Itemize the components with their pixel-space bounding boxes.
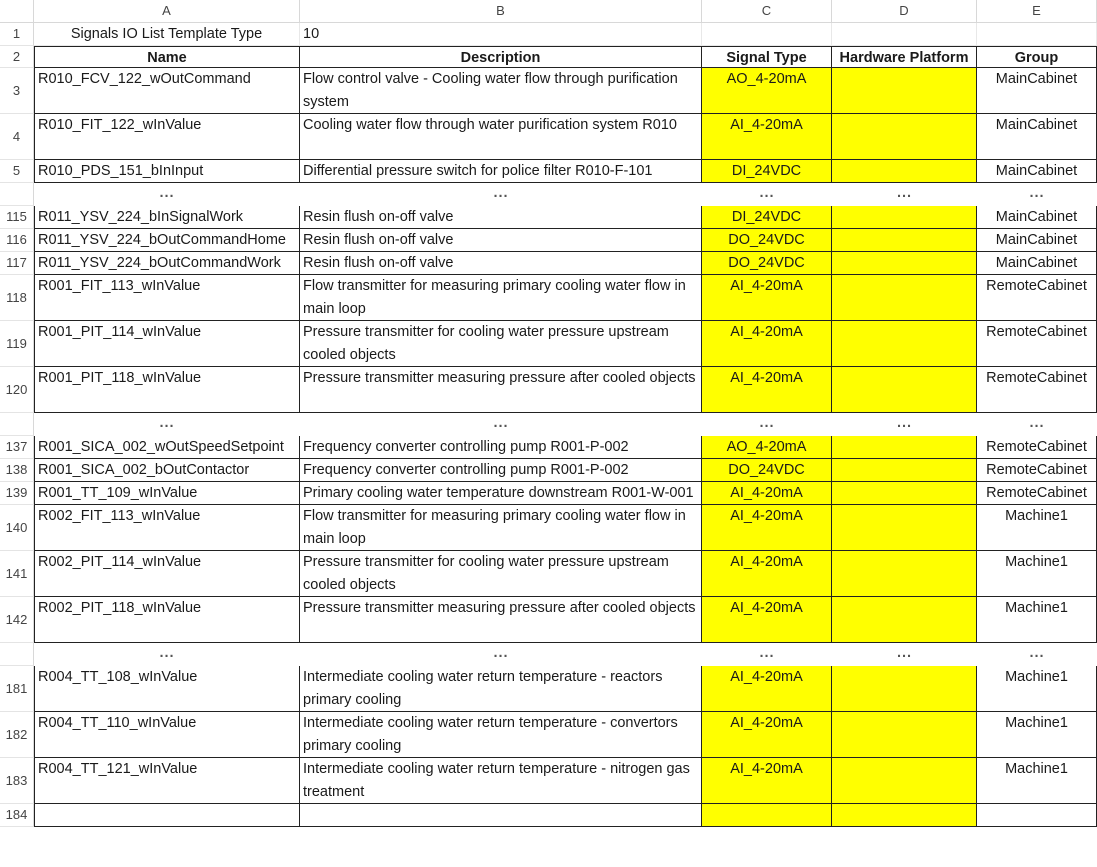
ellipsis-marker: ... <box>759 185 775 201</box>
row-header-gap <box>0 413 34 436</box>
signal-name-cell[interactable]: R001_FIT_113_wInValue <box>34 275 300 321</box>
hardware-platform-cell[interactable] <box>832 758 977 804</box>
row-header[interactable]: 115 <box>0 206 34 229</box>
group-cell[interactable]: MainCabinet <box>977 114 1097 160</box>
signal-name-cell[interactable]: R002_PIT_118_wInValue <box>34 597 300 643</box>
group-cell[interactable]: Machine1 <box>977 551 1097 597</box>
description-cell[interactable]: Differential pressure switch for police filter R010-F-101 <box>300 160 702 183</box>
ellipsis-marker: ... <box>896 185 913 201</box>
empty-description-cell[interactable] <box>300 804 702 827</box>
hardware-platform-cell[interactable] <box>832 551 977 597</box>
row-header[interactable]: 183 <box>0 758 34 804</box>
signal-type-cell[interactable]: AO_4-20mA <box>702 68 832 114</box>
signal-name-cell[interactable]: R001_PIT_114_wInValue <box>34 321 300 367</box>
description-cell[interactable]: Flow transmitter for measuring primary cooling water flow in main loop <box>300 275 702 321</box>
signal-name-cell[interactable]: R011_YSV_224_bOutCommandHome <box>34 229 300 252</box>
row-header[interactable]: 119 <box>0 321 34 367</box>
template-type-label[interactable]: Signals IO List Template Type <box>34 23 300 46</box>
row-header[interactable]: 5 <box>0 160 34 183</box>
group-cell[interactable]: RemoteCabinet <box>977 321 1097 367</box>
header-group[interactable]: Group <box>977 46 1097 68</box>
signal-type-cell[interactable]: DI_24VDC <box>702 206 832 229</box>
signal-name-cell[interactable]: R011_YSV_224_bInSignalWork <box>34 206 300 229</box>
description-cell[interactable]: Flow control valve - Cooling water flow through purification system <box>300 68 702 114</box>
hardware-platform-cell[interactable] <box>832 114 977 160</box>
signal-name-cell[interactable]: R010_FCV_122_wOutCommand <box>34 68 300 114</box>
description-cell[interactable]: Flow transmitter for measuring primary cooling water flow in main loop <box>300 505 702 551</box>
signal-type-cell[interactable]: DO_24VDC <box>702 229 832 252</box>
header-name[interactable]: Name <box>34 46 300 68</box>
row-header[interactable]: 4 <box>0 114 34 160</box>
ellipsis-marker: ... <box>493 185 509 201</box>
signal-type-cell[interactable]: DO_24VDC <box>702 459 832 482</box>
signal-type-cell[interactable]: AI_4-20mA <box>702 367 832 413</box>
description-cell[interactable]: Resin flush on-off valve <box>300 229 702 252</box>
row-header[interactable]: 2 <box>0 46 34 68</box>
row-header[interactable]: 139 <box>0 482 34 505</box>
signal-type-cell[interactable]: AI_4-20mA <box>702 482 832 505</box>
row-header[interactable]: 3 <box>0 68 34 114</box>
signal-type-cell[interactable]: AI_4-20mA <box>702 321 832 367</box>
signal-name-cell[interactable]: R004_TT_110_wInValue <box>34 712 300 758</box>
signal-name-cell[interactable]: R004_TT_121_wInValue <box>34 758 300 804</box>
description-cell[interactable]: Pressure transmitter for cooling water pressure upstream cooled objects <box>300 321 702 367</box>
signal-type-cell[interactable]: AI_4-20mA <box>702 275 832 321</box>
group-cell[interactable]: RemoteCabinet <box>977 482 1097 505</box>
row-header[interactable]: 117 <box>0 252 34 275</box>
header-description[interactable]: Description <box>300 46 702 68</box>
group-cell[interactable]: RemoteCabinet <box>977 275 1097 321</box>
empty-group-cell[interactable] <box>977 804 1097 827</box>
signal-type-cell[interactable]: AI_4-20mA <box>702 712 832 758</box>
signal-type-cell[interactable]: DI_24VDC <box>702 160 832 183</box>
signal-type-cell[interactable]: AI_4-20mA <box>702 758 832 804</box>
hardware-platform-cell[interactable] <box>832 229 977 252</box>
signal-name-cell[interactable]: R001_SICA_002_wOutSpeedSetpoint <box>34 436 300 459</box>
row-header[interactable]: 141 <box>0 551 34 597</box>
ellipsis-marker: ... <box>1029 415 1045 431</box>
signal-type-cell[interactable]: AI_4-20mA <box>702 505 832 551</box>
hardware-platform-cell[interactable] <box>832 505 977 551</box>
signal-name-cell[interactable]: R002_PIT_114_wInValue <box>34 551 300 597</box>
group-cell[interactable]: Machine1 <box>977 758 1097 804</box>
group-cell[interactable]: Machine1 <box>977 505 1097 551</box>
empty-cell[interactable] <box>832 23 977 46</box>
description-cell[interactable]: Resin flush on-off valve <box>300 252 702 275</box>
hardware-platform-cell[interactable] <box>832 436 977 459</box>
group-cell[interactable]: MainCabinet <box>977 252 1097 275</box>
ellipsis-marker: ... <box>896 415 913 431</box>
empty-signal-type-cell[interactable] <box>702 804 832 827</box>
description-cell[interactable]: Cooling water flow through water purification system R010 <box>300 114 702 160</box>
ellipsis-marker: ... <box>1029 645 1045 661</box>
ellipsis-marker: ... <box>493 415 509 431</box>
signal-type-cell[interactable]: DO_24VDC <box>702 252 832 275</box>
hardware-platform-cell[interactable] <box>832 712 977 758</box>
hardware-platform-cell[interactable] <box>832 482 977 505</box>
description-cell[interactable]: Resin flush on-off valve <box>300 206 702 229</box>
description-cell[interactable]: Pressure transmitter measuring pressure after cooled objects <box>300 367 702 413</box>
ellipsis-marker: ... <box>759 415 775 431</box>
hardware-platform-cell[interactable] <box>832 666 977 712</box>
empty-cell[interactable] <box>702 23 832 46</box>
column-header-e[interactable]: E <box>977 0 1097 23</box>
ellipsis-marker: ... <box>493 645 509 661</box>
hardware-platform-cell[interactable] <box>832 367 977 413</box>
hardware-platform-cell[interactable] <box>832 459 977 482</box>
group-cell[interactable]: Machine1 <box>977 666 1097 712</box>
group-cell[interactable]: MainCabinet <box>977 229 1097 252</box>
group-cell[interactable]: RemoteCabinet <box>977 367 1097 413</box>
row-header[interactable]: 140 <box>0 505 34 551</box>
group-cell[interactable]: RemoteCabinet <box>977 459 1097 482</box>
description-cell[interactable]: Pressure transmitter for cooling water pressure upstream cooled objects <box>300 551 702 597</box>
signal-type-cell[interactable]: AI_4-20mA <box>702 666 832 712</box>
hardware-platform-cell[interactable] <box>832 160 977 183</box>
hardware-platform-cell[interactable] <box>832 321 977 367</box>
signal-name-cell[interactable]: R001_SICA_002_bOutContactor <box>34 459 300 482</box>
hardware-platform-cell[interactable] <box>832 597 977 643</box>
group-cell[interactable]: RemoteCabinet <box>977 436 1097 459</box>
row-header[interactable]: 137 <box>0 436 34 459</box>
row-header[interactable]: 120 <box>0 367 34 413</box>
column-header-a[interactable]: A <box>34 0 300 23</box>
group-cell[interactable]: MainCabinet <box>977 206 1097 229</box>
signal-type-cell[interactable]: AI_4-20mA <box>702 551 832 597</box>
ellipsis-marker: ... <box>759 645 775 661</box>
signal-name-cell[interactable]: R002_FIT_113_wInValue <box>34 505 300 551</box>
empty-hardware-platform-cell[interactable] <box>832 804 977 827</box>
header-signal-type[interactable]: Signal Type <box>702 46 832 68</box>
group-cell[interactable]: Machine1 <box>977 597 1097 643</box>
ellipsis-marker: ... <box>1029 185 1045 201</box>
empty-name-cell[interactable] <box>34 804 300 827</box>
signal-type-cell[interactable]: AI_4-20mA <box>702 114 832 160</box>
row-header[interactable]: 181 <box>0 666 34 712</box>
hardware-platform-cell[interactable] <box>832 252 977 275</box>
column-header-c[interactable]: C <box>702 0 832 23</box>
signal-type-cell[interactable]: AO_4-20mA <box>702 436 832 459</box>
description-cell[interactable]: Intermediate cooling water return temperature - nitrogen gas treatment <box>300 758 702 804</box>
header-hardware-platform[interactable]: Hardware Platform <box>832 46 977 68</box>
ellipsis-marker: ... <box>896 645 913 661</box>
signal-name-cell[interactable]: R010_PDS_151_bInInput <box>34 160 300 183</box>
row-header-gap <box>0 643 34 666</box>
group-cell[interactable]: MainCabinet <box>977 68 1097 114</box>
empty-cell[interactable] <box>977 23 1097 46</box>
description-cell[interactable]: Primary cooling water temperature downstream R001-W-001 <box>300 482 702 505</box>
description-cell[interactable]: Frequency converter controlling pump R001-P-002 <box>300 459 702 482</box>
row-header[interactable]: 138 <box>0 459 34 482</box>
signal-name-cell[interactable]: R001_PIT_118_wInValue <box>34 367 300 413</box>
description-cell[interactable]: Frequency converter controlling pump R001-P-002 <box>300 436 702 459</box>
group-cell[interactable]: Machine1 <box>977 712 1097 758</box>
column-header-d[interactable]: D <box>832 0 977 23</box>
signal-type-cell[interactable]: AI_4-20mA <box>702 597 832 643</box>
select-all-corner[interactable] <box>0 0 34 23</box>
hardware-platform-cell[interactable] <box>832 206 977 229</box>
description-cell[interactable]: Pressure transmitter measuring pressure after cooled objects <box>300 597 702 643</box>
group-cell[interactable]: MainCabinet <box>977 160 1097 183</box>
signal-name-cell[interactable]: R001_TT_109_wInValue <box>34 482 300 505</box>
hardware-platform-cell[interactable] <box>832 68 977 114</box>
signal-name-cell[interactable]: R010_FIT_122_wInValue <box>34 114 300 160</box>
template-type-value[interactable]: 10 <box>300 23 702 46</box>
ellipsis-marker: ... <box>159 415 175 431</box>
column-header-b[interactable]: B <box>300 0 702 23</box>
row-header[interactable]: 182 <box>0 712 34 758</box>
row-header[interactable]: 1 <box>0 23 34 46</box>
row-header[interactable]: 118 <box>0 275 34 321</box>
ellipsis-marker: ... <box>159 185 175 201</box>
row-header-gap <box>0 183 34 206</box>
description-cell[interactable]: Intermediate cooling water return temperature - convertors primary cooling <box>300 712 702 758</box>
signal-name-cell[interactable]: R004_TT_108_wInValue <box>34 666 300 712</box>
row-header[interactable]: 116 <box>0 229 34 252</box>
signal-name-cell[interactable]: R011_YSV_224_bOutCommandWork <box>34 252 300 275</box>
description-cell[interactable]: Intermediate cooling water return temperature - reactors primary cooling <box>300 666 702 712</box>
row-header[interactable]: 142 <box>0 597 34 643</box>
row-header[interactable]: 184 <box>0 804 34 827</box>
ellipsis-marker: ... <box>159 645 175 661</box>
hardware-platform-cell[interactable] <box>832 275 977 321</box>
